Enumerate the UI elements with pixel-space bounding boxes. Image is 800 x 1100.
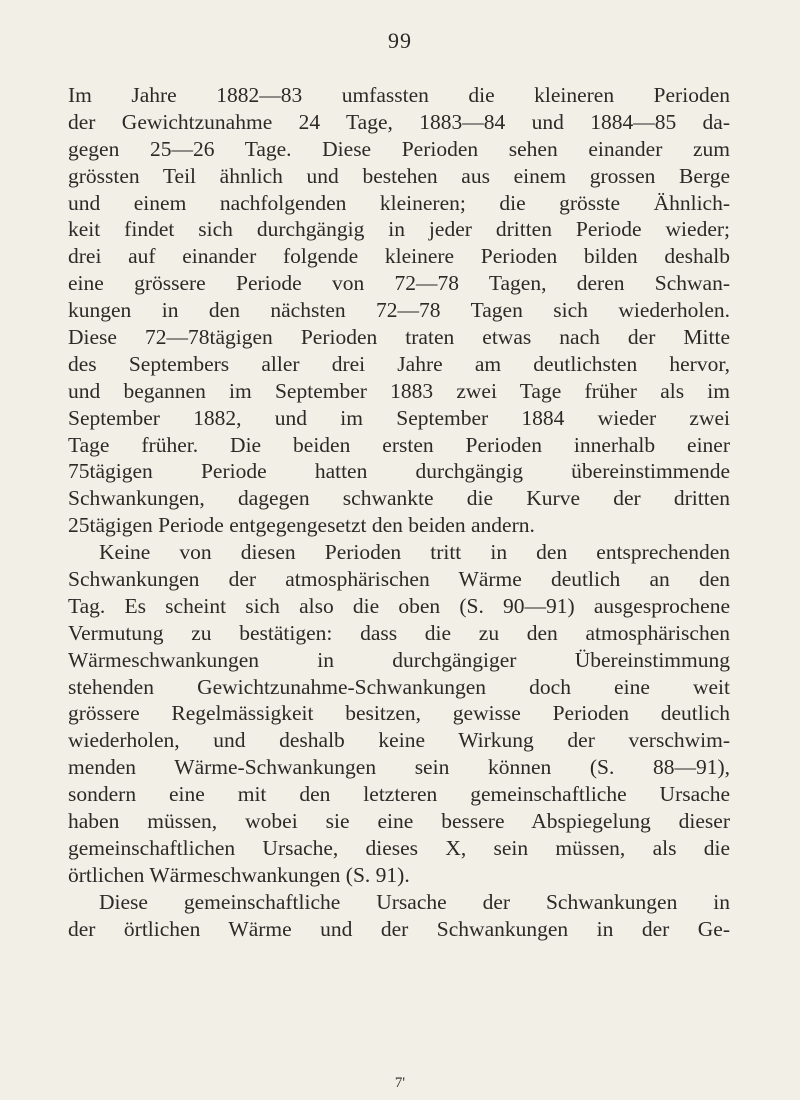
text-line-4: grössten Teil ähnlich und bestehen aus einem grossen Berge (68, 163, 730, 188)
text-line-15: 75tägigen Periode hatten durchgängig übereinstimmende (68, 459, 730, 484)
text-line-22: Wärmeschwankungen in durchgängiger Übereinstimmung (68, 647, 730, 672)
text-line-14: Tage früher. Die beiden ersten Perioden innerhalb einer (68, 432, 730, 457)
text-line-32: der örtlichen Wärme und der Schwankungen in der Ge- (68, 916, 730, 941)
signature-mark: 7' (394, 1075, 406, 1091)
text-line-19: Schwankungen der atmosphärischen Wärme deutlich an den (68, 567, 730, 592)
text-line-25: wiederholen, und deshalb keine Wirkung der verschwim- (68, 728, 730, 753)
text-line-10: Diese 72—78tägigen Perioden traten etwas nach der Mitte (68, 325, 730, 350)
text-line-1: Im Jahre 1882—83 umfassten die kleineren Perioden (68, 83, 730, 107)
text-line-3: gegen 25—26 Tage. Diese Perioden sehen einander zum (68, 136, 730, 161)
text-line-7: drei auf einander folgende kleinere Perioden bilden deshalb (68, 244, 730, 269)
text-line-18: Keine von diesen Perioden tritt in den entsprechenden (99, 540, 730, 565)
text-line-16: Schwankungen, dagegen schwankte die Kurve der dritten (68, 486, 730, 511)
text-line-6: keit findet sich durchgängig in jeder dritten Periode wieder; (68, 217, 730, 242)
text-line-13: September 1882, und im September 1884 wieder zwei (68, 405, 730, 430)
text-line-27: sondern eine mit den letzteren gemeinschaftliche Ursache (68, 782, 730, 807)
text-line-11: des Septembers aller drei Jahre am deutlichsten hervor, (68, 351, 730, 376)
text-line-23: stehenden Gewichtzunahme-Schwankungen doch eine weit (68, 674, 730, 699)
text-line-31: Diese gemeinschaftliche Ursache der Schwankungen in (99, 889, 730, 914)
page-number: 99 (388, 28, 412, 53)
text-line-12: und begannen im September 1883 zwei Tage früher als im (68, 378, 730, 403)
text-line-26: menden Wärme-Schwankungen sein können (S. 88—91), (68, 755, 730, 780)
text-line-9: kungen in den nächsten 72—78 Tagen sich wiederholen. (68, 298, 730, 323)
text-line-30: örtlichen Wärmeschwankungen (S. 91). (68, 862, 410, 887)
text-line-24: grössere Regelmässigkeit besitzen, gewisse Perioden deutlich (68, 701, 730, 726)
text-line-21: Vermutung zu bestätigen: dass die zu den atmosphärischen (68, 620, 730, 645)
text-line-5: und einem nachfolgenden kleineren; die grösste Ähnlich- (68, 190, 730, 215)
text-line-20: Tag. Es scheint sich also die oben (S. 90—91) ausgesprochene (68, 593, 730, 618)
text-line-2: der Gewichtzunahme 24 Tage, 1883—84 und 1884—85 da- (68, 109, 730, 134)
body-text (68, 82, 730, 943)
text-line-28: haben müssen, wobei sie eine bessere Abspiegelung dieser (68, 809, 730, 834)
text-line-8: eine grössere Periode von 72—78 Tagen, deren Schwan- (68, 271, 730, 296)
text-line-29: gemeinschaftlichen Ursache, dieses X, sein müssen, als die (68, 835, 730, 860)
text-line-17: 25tägigen Periode entgegengesetzt den beiden andern. (68, 513, 535, 538)
